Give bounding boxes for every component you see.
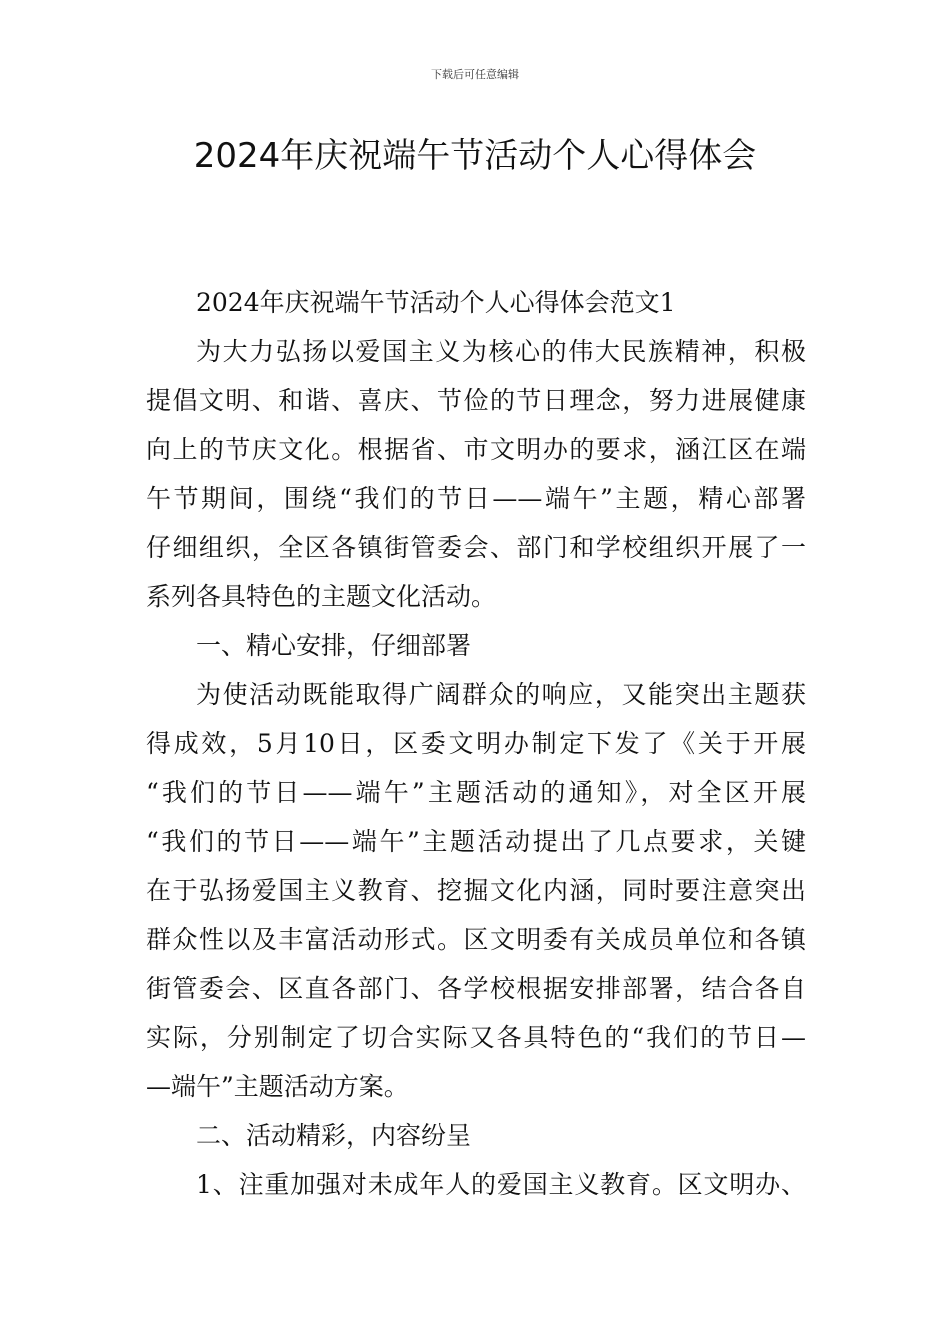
document-title: 2024年庆祝端午节活动个人心得体会 [193, 136, 757, 176]
paragraph-line: 1、注重加强对未成年人的爱国主义教育。区文明办、 [196, 1170, 806, 1199]
paragraph-line: —端午”主题活动方案。 [146, 1072, 409, 1101]
paragraph-line: 系列各具特色的主题文化活动。 [146, 582, 497, 611]
paragraph-line: 在于弘扬爱国主义教育、挖掘文化内涵，同时要注意突出 [146, 876, 806, 905]
section-heading: 一、精心安排，仔细部署 [196, 631, 472, 660]
paragraph-line: 仔细组织，全区各镇街管委会、部门和学校组织开展了一 [146, 533, 806, 562]
paragraph-line: 为使活动既能取得广阔群众的响应，又能突出主题获 [196, 680, 806, 709]
paragraph-line: 得成效，5月10日，区委文明办制定下发了《关于开展 [146, 729, 806, 758]
header-note: 下载后可任意编辑 [431, 68, 519, 81]
paragraph-line: 为大力弘扬以爱国主义为核心的伟大民族精神，积极 [196, 337, 806, 366]
paragraph-line: 向上的节庆文化。根据省、市文明办的要求，涵江区在端 [146, 435, 806, 464]
paragraph-line: 午节期间，围绕“我们的节日——端午”主题，精心部署 [146, 484, 806, 513]
paragraph-line: 提倡文明、和谐、喜庆、节俭的节日理念，努力进展健康 [146, 386, 806, 415]
paragraph-line: “我们的节日——端午”主题活动的通知》，对全区开展 [146, 778, 806, 807]
document-body [146, 278, 806, 1209]
paragraph-line: 实际，分别制定了切合实际又各具特色的“我们的节日— [146, 1023, 806, 1052]
subtitle-line: 2024年庆祝端午节活动个人心得体会范文1 [196, 288, 676, 317]
paragraph-line: “我们的节日——端午”主题活动提出了几点要求，关键 [146, 827, 806, 856]
paragraph-line: 街管委会、区直各部门、各学校根据安排部署，结合各自 [146, 974, 806, 1003]
paragraph-line: 群众性以及丰富活动形式。区文明委有关成员单位和各镇 [146, 925, 806, 954]
section-heading: 二、活动精彩，内容纷呈 [196, 1121, 472, 1150]
